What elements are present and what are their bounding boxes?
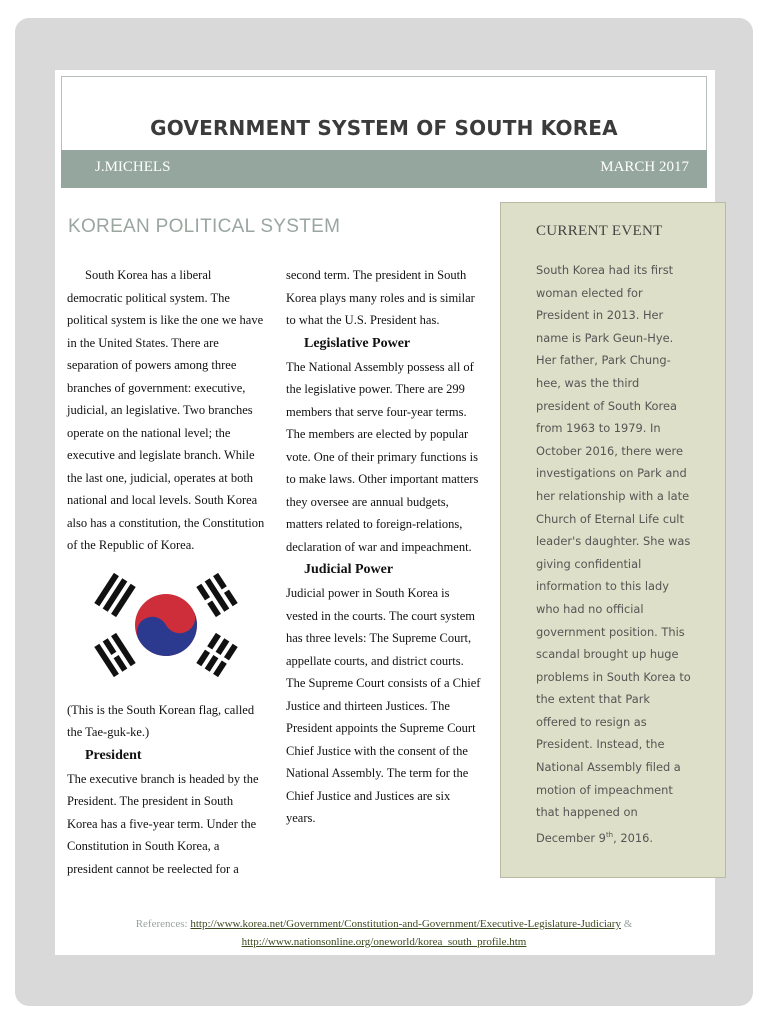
column-left — [67, 264, 265, 880]
reference-link-nationsonline[interactable]: http://www.nationsonline.org/oneworld/korea_south_profile.htm — [241, 936, 527, 948]
references-ampersand: & — [623, 918, 633, 930]
intro-paragraph: South Korea has a liberal democratic political system. The political system is like the one we have in the United States. There are separation of powers among three branches of government: executive, judicial, an legislative. Two branches operate on the national level; the executive and legislate branch. While the last one, judicial, operates at both national and local levels. South Korea also has a constitution, the Constitution of the Republic of Korea. — [67, 268, 265, 552]
sidebar-ordinal-suffix: th — [605, 830, 614, 839]
judicial-paragraph: Judicial power in South Korea is vested in the courts. The court system has three levels: The Supreme Court, appellate courts, and district courts. The Supreme Court consists of a Chief Justice and thirteen Justices. The President appoints the Supreme Court Chief Justice with the consent of the National Assembly. The term for the Chief Justice and Justices are six years. — [286, 586, 481, 825]
president-paragraph: The executive branch is headed by the President. The president in South Korea has a five-year term. Under the Constitution in South Korea, a president cannot be reelected for a — [67, 771, 259, 876]
president-heading: President — [85, 747, 142, 763]
document-title: GOVERNMENT SYSTEM OF SOUTH KOREA — [150, 116, 618, 140]
legislative-heading: Legislative Power — [304, 335, 411, 351]
president-paragraph-continued: second term. The president in South Korea plays many roles and is similar to what the U.S. President has. — [286, 268, 475, 327]
legislative-paragraph: The National Assembly possess all of the legislative power. There are 299 members that serve four-year terms. The members are elected by popular vote. One of their primary functions is to make laws. Other important matters they oversee are annual budgets, matters related to foreign-relations, declaration of war and impeachment. — [286, 359, 479, 554]
current-event-sidebar — [500, 202, 726, 878]
judicial-heading: Judicial Power — [304, 562, 394, 577]
sidebar-text-end: , 2016. — [613, 830, 653, 845]
flag-caption: (This is the South Korean flag, called the Tae-guk-ke.) — [67, 702, 255, 739]
publication-date: MARCH 2017 — [600, 159, 689, 175]
column-middle — [286, 264, 482, 830]
reference-link-korea-net[interactable]: http://www.korea.net/Government/Constitution-and-Government/Executive-Legislature-Judiciary — [190, 918, 621, 930]
author-name: J.MICHELS — [95, 159, 171, 175]
references — [61, 915, 707, 951]
sidebar-body — [536, 259, 694, 849]
sidebar-text: South Korea had its first woman elected for President in 2013. Her name is Park Geun-Hye. Her father, Park Chung-hee, was the third president of South Korea from 1963 to 1979. In October 2016, there were investigations on Park and her relationship with a late Church of Eternal Life cult leader's daughter. She was giving confidential information to this lady who had no official government position. This scandal brought up huge problems in South Korea to the extent that Park offered to resign as President. Instead, the National Assembly filed a motion of impeachment that happened on December 9 — [536, 263, 691, 845]
section-heading: KOREAN POLITICAL SYSTEM — [68, 216, 341, 237]
south-korea-flag-image — [67, 565, 265, 685]
header-band — [61, 150, 707, 188]
sidebar-title: CURRENT EVENT — [536, 223, 663, 239]
references-label: References: — [135, 918, 188, 930]
